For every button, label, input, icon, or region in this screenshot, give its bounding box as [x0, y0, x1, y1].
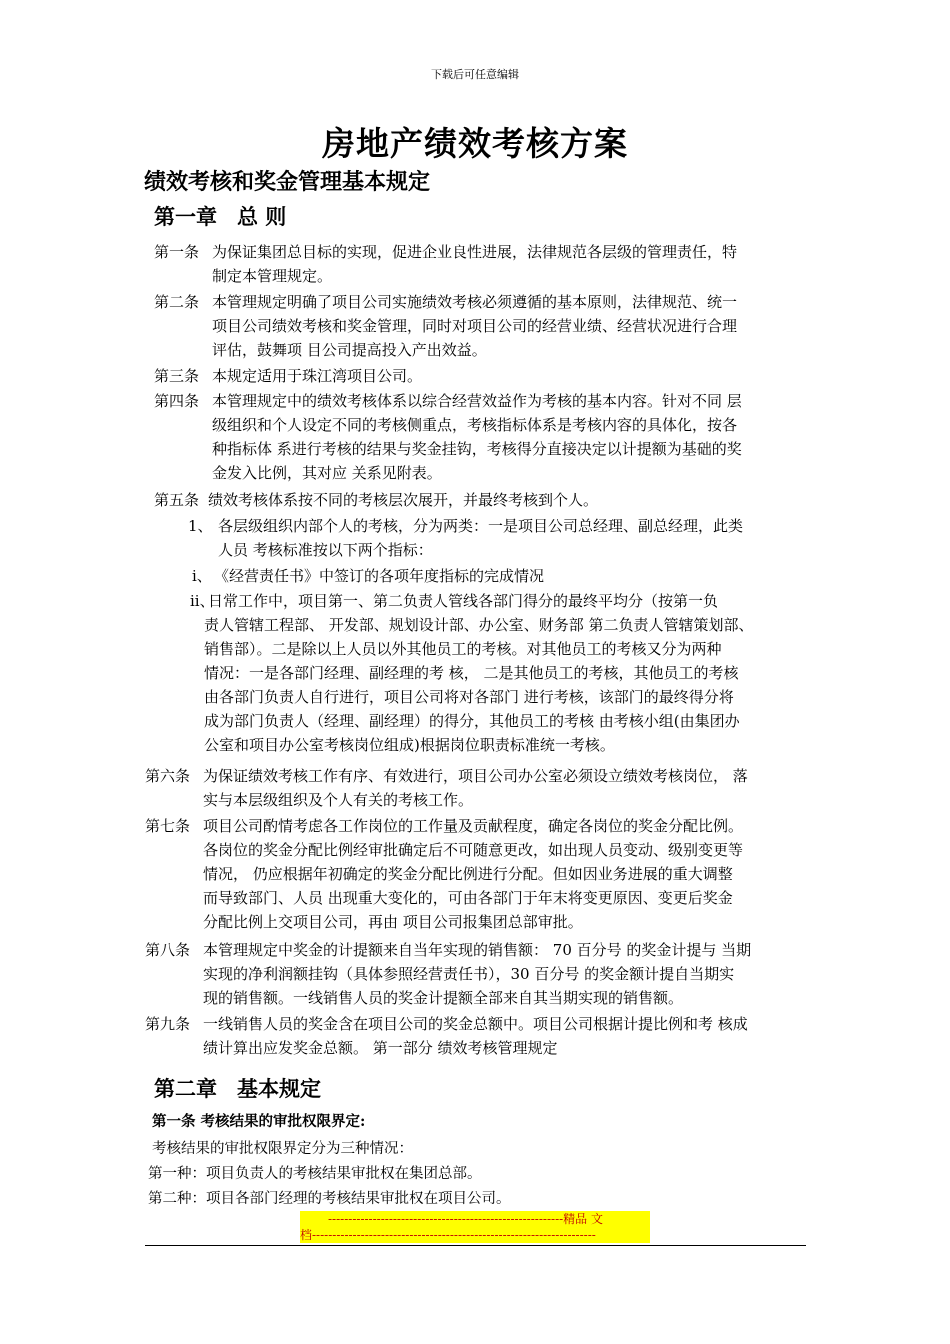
- article-line: 金发入比例，其对应 关系见附表。: [212, 464, 442, 482]
- body-line: 第二种：项目各部门经理的考核结果审批权在项目公司。: [148, 1191, 511, 1207]
- article-line: 级组织和个人设定不同的考核侧重点，考核指标体系是考核内容的具体化，按各: [212, 416, 738, 434]
- article-line: 评估，鼓舞项 目公司提高投入产出效益。: [212, 341, 487, 359]
- article-line: 本规定适用于珠江湾项目公司。: [212, 367, 423, 385]
- article-3: [154, 364, 422, 388]
- chapter-name: 总 则: [237, 204, 287, 229]
- article-label: 第八条: [145, 941, 191, 959]
- footer-rule: [145, 1245, 806, 1246]
- footer-line-2: 档----------------------------------------------------------------------: [300, 1228, 596, 1242]
- article-line: 一线销售人员的奖金含在项目公司的奖金总额中。项目公司根据计提比例和考 核成: [203, 1015, 748, 1033]
- item-label: ii、: [190, 592, 215, 610]
- header-note: 下载后可任意编辑: [431, 68, 519, 81]
- article-line: 为保证绩效考核工作有序、有效进行，项目公司办公室必须设立绩效考核岗位， 落: [203, 767, 748, 785]
- article-8: [145, 938, 751, 1010]
- chapter-number: 第二章: [154, 1076, 217, 1101]
- article-line: 分配比例上交项目公司，再由 项目公司报集团总部审批。: [203, 913, 583, 931]
- article-label: 第七条: [145, 817, 191, 835]
- chapter-name: 基本规定: [237, 1076, 321, 1101]
- article-line: 本管理规定中的绩效考核体系以综合经营效益作为考核的基本内容。针对不同 层: [212, 392, 742, 410]
- article-line: 各岗位的奖金分配比例经审批确定后不可随意更改，如出现人员变动、级别变更等: [203, 841, 744, 859]
- chapter-2-heading: [154, 1073, 321, 1103]
- article-1: [154, 240, 737, 288]
- article-line: 种指标体 系进行考核的结果与奖金挂钩，考核得分直接决定以计提额为基础的奖: [212, 440, 742, 458]
- body-line: 考核结果的审批权限界定分为三种情况：: [152, 1141, 413, 1157]
- article-line: 为保证集团总目标的实现，促进企业良性进展，法律规范各层级的管理责任，特: [212, 243, 738, 261]
- chapter-number: 第一章: [154, 204, 217, 229]
- article-line: 制定本管理规定。: [212, 267, 333, 285]
- article-label: 第二条: [154, 293, 200, 311]
- body-line: 第一种：项目负责人的考核结果审批权在集团总部。: [148, 1166, 482, 1182]
- article-line: 现的销售额。一线销售人员的奖金计提额全部来自其当期实现的销售额。: [203, 989, 684, 1007]
- article-line: 而导致部门、人员 出现重大变化的，可由各部门于年末将变更原因、变更后奖金: [203, 889, 733, 907]
- article-heading: 第一条 考核结果的审批权限界定:: [152, 1113, 366, 1130]
- article-2: [154, 290, 737, 362]
- item-line: 情况：一是各部门经理、副经理的考 核， 二是其他员工的考核，其他员工的考核: [204, 664, 739, 682]
- article-5: [154, 488, 598, 512]
- item-label: 1、: [188, 517, 213, 535]
- item-line: 各层级组织内部个人的考核，分为两类：一是项目公司总经理、副总经理，此类: [218, 517, 744, 535]
- article-line: 本管理规定明确了项目公司实施绩效考核必须遵循的基本原则，法律规范、统一: [212, 293, 738, 311]
- article-7: [145, 814, 743, 934]
- article-label: 第五条: [154, 491, 200, 509]
- article-label: 第三条: [154, 367, 200, 385]
- footer-line-1: ----------------------------------------------------------精品 文: [328, 1212, 603, 1226]
- article-line: 情况， 仍应根据年初确定的奖金分配比例进行分配。但如因业务进展的重大调整: [203, 865, 733, 883]
- document-subtitle: 绩效考核和奖金管理基本规定: [144, 169, 431, 195]
- article-6: [145, 764, 748, 812]
- item-line: 成为部门负责人（经理、副经理）的得分，其他员工的考核 由考核小组(由集团办: [204, 712, 740, 730]
- article-9: [145, 1012, 748, 1060]
- article-4: [154, 389, 742, 485]
- article-line: 本管理规定中奖金的计提额来自当年实现的销售额： 70 百分号 的奖金计提与 当期: [203, 941, 752, 959]
- article-line: 实与本层级组织及个人有关的考核工作。: [203, 791, 474, 809]
- article-label: 第六条: [145, 767, 191, 785]
- document-title: 房地产绩效考核方案: [322, 124, 628, 163]
- chapter-1-heading: [154, 201, 286, 231]
- article-line: 绩计算出应发奖金总额。 第一部分 绩效考核管理规定: [203, 1039, 558, 1057]
- article-label: 第一条: [154, 243, 200, 261]
- article-line: 项目公司绩效考核和奖金管理，同时对项目公司的经营业绩、经营状况进行合理: [212, 317, 738, 335]
- article-line: 实现的净利润额挂钩（具体参照经营责任书），30 百分号 的奖金额计提自当期实: [203, 965, 735, 983]
- item-line: 责人管辖工程部、 开发部、规划设计部、办公室、财务部 第二负责人管辖策划部、: [204, 616, 754, 634]
- article-line: 绩效考核体系按不同的考核层次展开，并最终考核到个人。: [208, 491, 599, 509]
- item-line: 日常工作中，项目第一、第二负责人管线各部门得分的最终平均分（按第一负: [208, 592, 719, 610]
- item-line: 由各部门负责人自行进行，项目公司将对各部门 进行考核，该部门的最终得分将: [204, 688, 734, 706]
- item-label: i、: [192, 567, 212, 585]
- article-label: 第四条: [154, 392, 200, 410]
- article-line: 项目公司酌情考虑各工作岗位的工作量及贡献程度，确定各岗位的奖金分配比例。: [203, 817, 744, 835]
- article-label: 第九条: [145, 1015, 191, 1033]
- item-line: 《经营责任书》中签订的各项年度指标的完成情况: [214, 567, 545, 585]
- item-line: 人员 考核标准按以下两个指标：: [218, 541, 433, 559]
- item-line: 公室和项目办公室考核岗位组成)根据岗位职责标准统一考核。: [204, 736, 615, 754]
- item-line: 销售部）。二是除以上人员以外其他员工的考核。对其他员工的考核又分为两种: [204, 640, 722, 658]
- footer-watermark: [300, 1211, 650, 1243]
